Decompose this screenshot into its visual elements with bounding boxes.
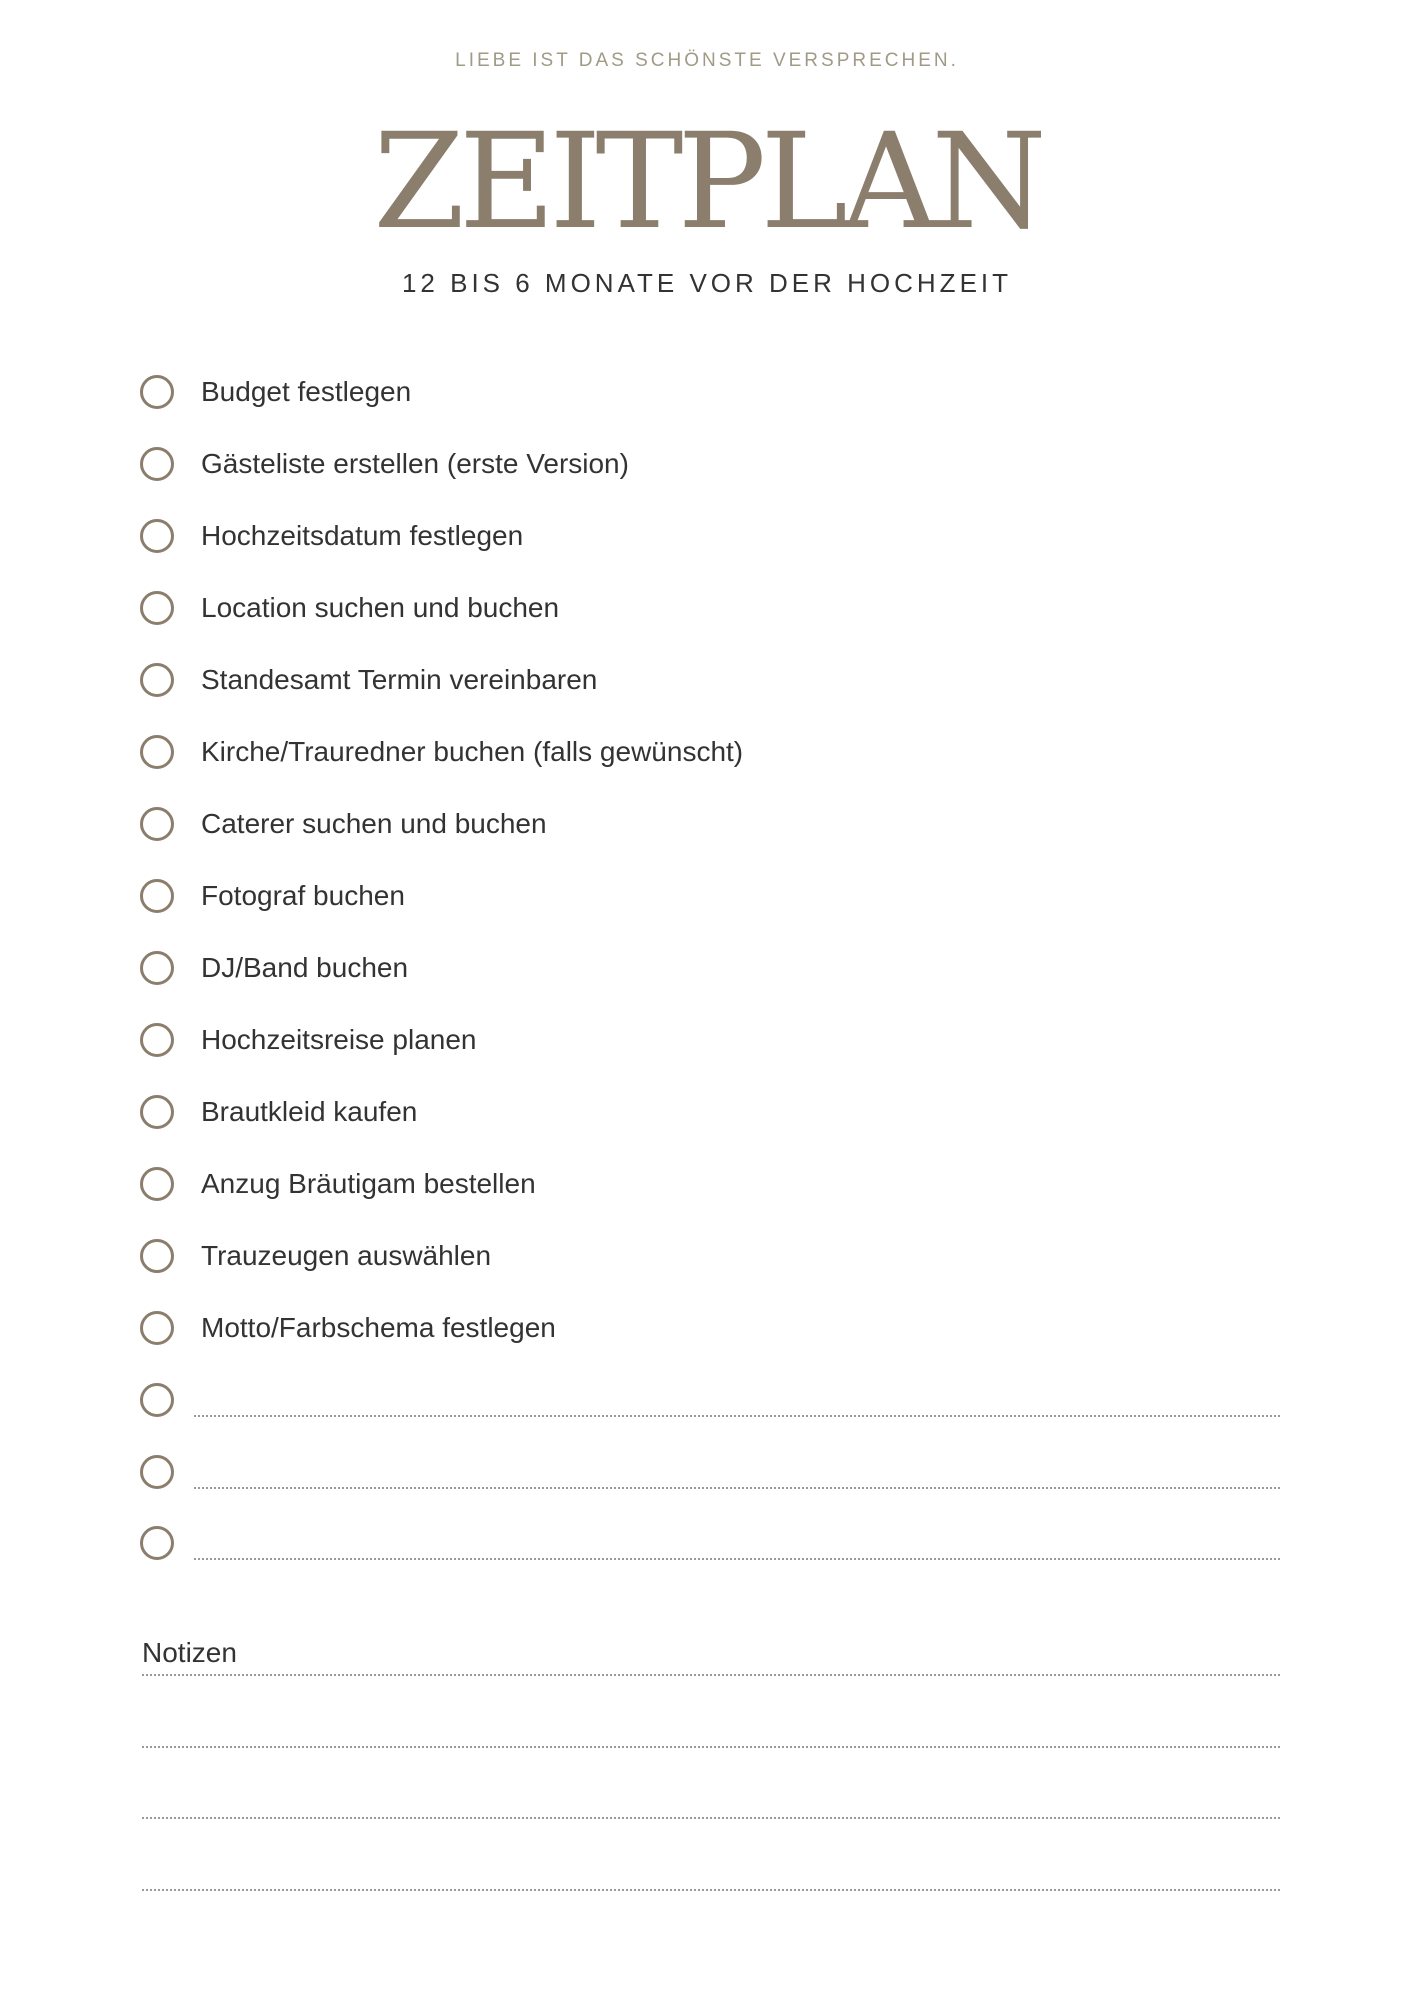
- blank-entry-line[interactable]: [194, 1415, 1280, 1417]
- checkbox-circle-icon[interactable]: [140, 447, 174, 481]
- checklist-item[interactable]: [140, 1165, 1280, 1209]
- checklist-item-label: Hochzeitsreise planen: [201, 1024, 477, 1055]
- checkbox-circle-icon[interactable]: [140, 1526, 174, 1560]
- checklist-item-label: Budget festlegen: [201, 376, 412, 407]
- checkbox-circle-icon[interactable]: [140, 375, 174, 409]
- checklist-item[interactable]: [140, 805, 1280, 849]
- checklist-item-label: Brautkleid kaufen: [201, 1096, 418, 1127]
- checkbox-circle-icon[interactable]: [140, 1095, 174, 1129]
- checkbox-circle-icon[interactable]: [140, 951, 174, 985]
- checklist-item-label: Gästeliste erstellen (erste Version): [201, 448, 629, 479]
- checkbox-circle-icon[interactable]: [140, 807, 174, 841]
- checklist-item-label: Location suchen und buchen: [201, 592, 560, 623]
- checklist-item-label: Standesamt Termin vereinbaren: [201, 664, 598, 695]
- blank-checklist-item[interactable]: [140, 1453, 1280, 1497]
- blank-entry-line[interactable]: [194, 1487, 1280, 1489]
- checklist-item-label: Anzug Bräutigam bestellen: [201, 1168, 536, 1199]
- checklist-item[interactable]: [140, 1021, 1280, 1065]
- tagline: LIEBE IST DAS SCHÖNSTE VERSPRECHEN.: [455, 50, 959, 71]
- checkbox-circle-icon[interactable]: [140, 1239, 174, 1273]
- blank-entry-line[interactable]: [194, 1558, 1280, 1560]
- page-subtitle: 12 BIS 6 MONATE VOR DER HOCHZEIT: [401, 268, 1013, 298]
- blank-checklist-item[interactable]: [140, 1524, 1280, 1568]
- blank-checklist-item[interactable]: [140, 1381, 1280, 1425]
- checkbox-circle-icon[interactable]: [140, 1311, 174, 1345]
- notes-label: Notizen: [142, 1637, 237, 1668]
- checklist-item-label: Trauzeugen auswählen: [201, 1240, 492, 1271]
- checkbox-circle-icon[interactable]: [140, 1383, 174, 1417]
- checklist-item[interactable]: [140, 373, 1280, 417]
- checklist-item[interactable]: [140, 661, 1280, 705]
- checkbox-circle-icon[interactable]: [140, 1455, 174, 1489]
- checkbox-circle-icon[interactable]: [140, 1023, 174, 1057]
- checklist-item-label: Fotograf buchen: [201, 880, 405, 911]
- checklist-item[interactable]: [140, 1093, 1280, 1137]
- checklist-item[interactable]: [140, 877, 1280, 921]
- checklist-item[interactable]: [140, 445, 1280, 489]
- checklist-item-label: Hochzeitsdatum festlegen: [201, 520, 524, 551]
- checkbox-circle-icon[interactable]: [140, 1167, 174, 1201]
- notes-line[interactable]: [142, 1889, 1280, 1891]
- checklist-item-label: Motto/Farbschema festlegen: [201, 1312, 556, 1343]
- checklist-item[interactable]: [140, 949, 1280, 993]
- checklist-item[interactable]: [140, 733, 1280, 777]
- checklist-item[interactable]: [140, 1237, 1280, 1281]
- notes-line[interactable]: [142, 1817, 1280, 1819]
- checklist-item[interactable]: [140, 1309, 1280, 1353]
- checklist-item-label: Kirche/Trauredner buchen (falls gewünscht): [201, 736, 744, 767]
- notes-line[interactable]: [142, 1746, 1280, 1748]
- checklist-item-label: DJ/Band buchen: [201, 952, 409, 983]
- checkbox-circle-icon[interactable]: [140, 879, 174, 913]
- checklist-item-label: Caterer suchen und buchen: [201, 808, 547, 839]
- checkbox-circle-icon[interactable]: [140, 663, 174, 697]
- checklist-item[interactable]: [140, 589, 1280, 633]
- checkbox-circle-icon[interactable]: [140, 519, 174, 553]
- checkbox-circle-icon[interactable]: [140, 735, 174, 769]
- checkbox-circle-icon[interactable]: [140, 591, 174, 625]
- notes-line[interactable]: [142, 1674, 1280, 1676]
- checklist-item[interactable]: [140, 517, 1280, 561]
- page-title: ZEITPLAN: [373, 105, 1041, 259]
